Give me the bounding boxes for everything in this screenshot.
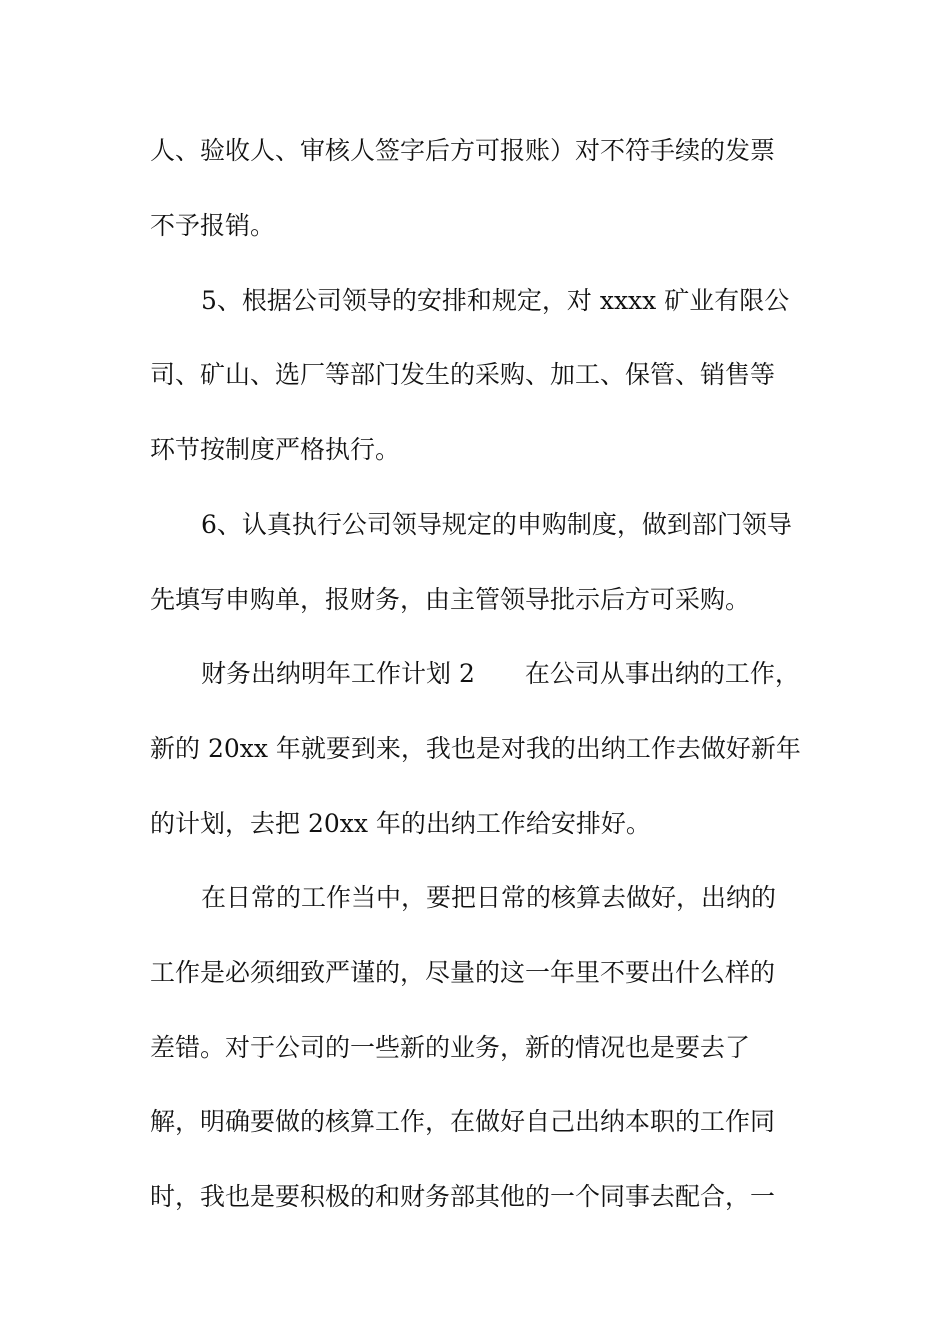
text-line-2: 不予报销。	[150, 211, 276, 240]
text-line-9: 新的 20xx 年就要到来，我也是对我的出纳工作去做好新年	[150, 734, 801, 763]
text-line-11: 在日常的工作当中，要把日常的核算去做好，出纳的	[201, 883, 777, 912]
text-line-3: 5、根据公司领导的安排和规定，对 xxxx 矿业有限公	[201, 286, 790, 315]
text-line-12: 工作是必须细致严谨的，尽量的这一年里不要出什么样的	[150, 958, 776, 987]
text-line-7: 先填写申购单，报财务，由主管领导批示后方可采购。	[150, 585, 751, 614]
text-line-4: 司、矿山、选厂等部门发生的采购、加工、保管、销售等	[150, 360, 776, 389]
text-line-10: 的计划，去把 20xx 年的出纳工作给安排好。	[150, 809, 651, 838]
text-line-1: 人、验收人、审核人签字后方可报账）对不符手续的发票	[150, 136, 776, 165]
text-line-14: 解，明确要做的核算工作，在做好自己出纳本职的工作同	[150, 1107, 776, 1136]
text-line-5: 环节按制度严格执行。	[150, 435, 401, 464]
text-line-6: 6、认真执行公司领导规定的申购制度，做到部门领导	[201, 510, 792, 539]
text-line-8: 财务出纳明年工作计划 2 在公司从事出纳的工作，	[201, 659, 800, 688]
text-line-13: 差错。对于公司的一些新的业务，新的情况也是要去了	[150, 1033, 751, 1062]
text-line-15: 时，我也是要积极的和财务部其他的一个同事去配合，一	[150, 1182, 776, 1211]
